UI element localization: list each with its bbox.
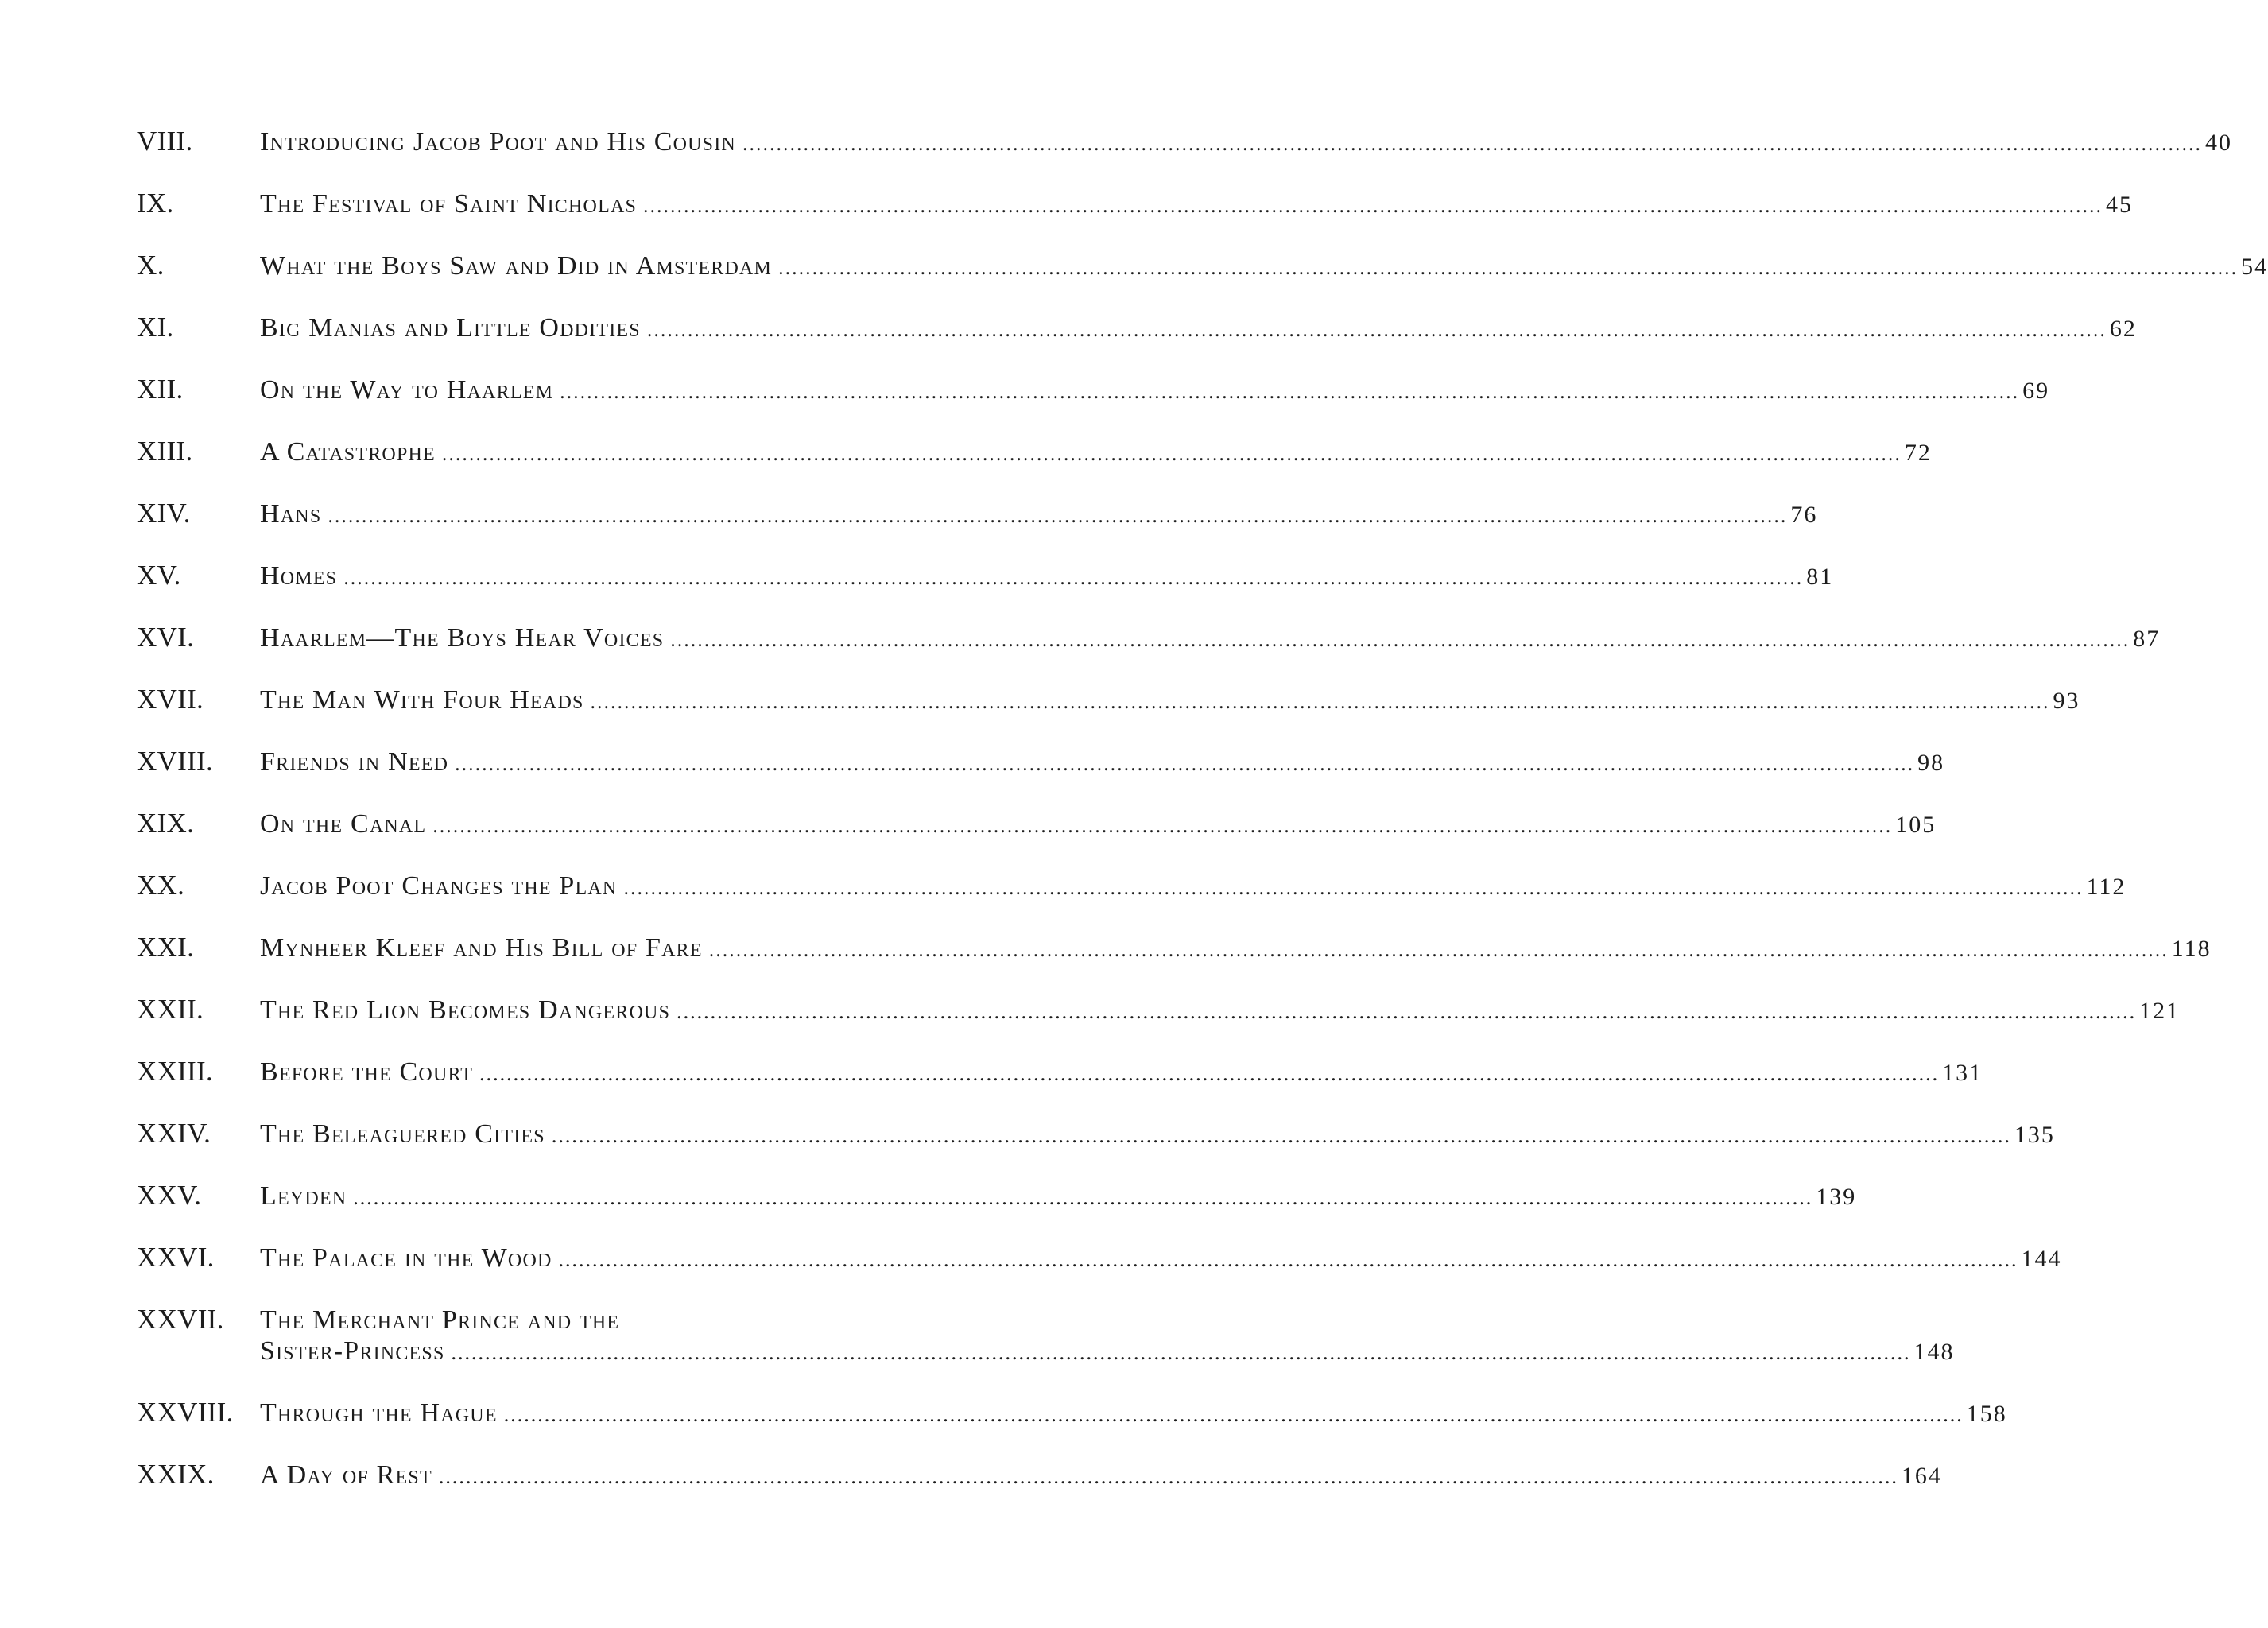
toc-entry-body <box>260 498 1817 532</box>
toc-entry-body <box>260 622 2160 656</box>
chapter-number: X. <box>137 250 165 281</box>
page-number: 112 <box>2086 874 2126 900</box>
chapter-number: XIII. <box>137 436 193 467</box>
dot-leader <box>709 934 2169 966</box>
page-number: 40 <box>2204 130 2232 156</box>
toc-entry-xx <box>137 870 2126 932</box>
dot-leader <box>479 1058 1939 1090</box>
toc-line <box>260 746 1944 780</box>
toc-entry-body <box>260 746 1944 780</box>
chapter-title: Jacob Poot Changes the Plan <box>260 871 618 901</box>
chapter-title: The Palace in the Wood <box>260 1243 552 1273</box>
chapter-title: Introducing Jacob Poot and His Cousin <box>260 127 736 157</box>
toc-line <box>260 684 2080 718</box>
toc-entry-body <box>260 374 2049 408</box>
dot-leader <box>742 128 2202 160</box>
chapter-number: XVIII. <box>137 746 214 777</box>
toc-entry-body <box>260 1397 2007 1431</box>
toc-entry-xi <box>137 312 2137 374</box>
page-number: 98 <box>1917 750 1945 776</box>
toc-entry-xii <box>137 374 2050 436</box>
toc-line <box>260 1459 1942 1493</box>
toc-entry-xxvii <box>137 1304 1955 1397</box>
page-number: 69 <box>2022 378 2050 404</box>
toc-entry-xvi <box>137 622 2161 684</box>
dot-leader <box>552 1120 2011 1152</box>
dot-leader <box>560 376 2019 408</box>
chapter-number: XVII. <box>137 684 204 715</box>
toc-entry-xix <box>137 808 1937 870</box>
dot-leader <box>778 252 2238 284</box>
toc-line <box>260 250 2268 284</box>
toc-line <box>260 808 1936 842</box>
dot-leader <box>439 1461 1898 1493</box>
toc-line <box>260 188 2133 222</box>
chapter-title: What the Boys Saw and Did in Amsterdam <box>260 251 773 281</box>
toc-entry-body <box>260 560 1833 594</box>
toc-entry-body <box>260 126 2232 160</box>
chapter-title: On the Canal <box>260 809 427 839</box>
dot-leader <box>353 1182 1812 1214</box>
page-number: 164 <box>1901 1463 1942 1489</box>
dot-leader <box>623 872 2083 904</box>
chapter-number: VIII. <box>137 126 193 157</box>
toc-entry-xxv <box>137 1180 1857 1242</box>
toc-entry-xxiv <box>137 1118 2055 1180</box>
toc-entry-xxix <box>137 1459 1942 1521</box>
chapter-title: Big Manias and Little Oddities <box>260 313 641 343</box>
chapter-number: IX. <box>137 188 174 219</box>
toc-entry-body <box>260 1118 2055 1152</box>
toc-line-continued <box>260 1335 1955 1369</box>
toc-line <box>260 1180 1856 1214</box>
toc-entry-viii <box>137 126 2232 188</box>
chapter-title: Through the Hague <box>260 1398 498 1428</box>
chapter-number: XI. <box>137 312 174 343</box>
toc-entry-xxiii <box>137 1056 1983 1118</box>
chapter-number: XXII. <box>137 994 204 1025</box>
toc-line <box>260 1056 1983 1090</box>
dot-leader <box>643 190 2103 222</box>
page-number: 54 <box>2241 254 2268 280</box>
page-number: 76 <box>1790 502 1818 528</box>
toc-entry-xxvi <box>137 1242 2062 1304</box>
toc-line <box>260 994 2180 1028</box>
toc-entry-xxviii <box>137 1397 2007 1459</box>
page-number: 158 <box>1966 1401 2007 1427</box>
page-number: 105 <box>1895 812 1937 838</box>
toc-line <box>260 126 2232 160</box>
toc-entry-xiii <box>137 436 1932 498</box>
dot-leader <box>328 500 1787 532</box>
toc-entry-body <box>260 870 2126 904</box>
toc-line <box>260 870 2126 904</box>
chapter-title: The Merchant Prince and the <box>260 1305 620 1335</box>
chapter-number: XXV. <box>137 1180 202 1211</box>
toc-line <box>260 622 2160 656</box>
toc-line <box>260 312 2137 346</box>
toc-line <box>260 1304 1955 1336</box>
chapter-title: Homes <box>260 561 338 591</box>
chapter-number: XIX. <box>137 808 195 839</box>
toc-entry-xv <box>137 560 1834 622</box>
chapter-title: A Day of Rest <box>260 1460 432 1490</box>
toc-line <box>260 436 1932 470</box>
dot-leader <box>591 686 2050 718</box>
chapter-title: On the Way to Haarlem <box>260 375 554 405</box>
toc-entry-body <box>260 188 2133 222</box>
toc-entry-xvii <box>137 684 2080 746</box>
chapter-title: Friends in Need <box>260 747 449 777</box>
toc-line <box>260 1397 2007 1431</box>
chapter-title: The Beleaguered Cities <box>260 1119 545 1149</box>
toc-entry-body <box>260 312 2137 346</box>
page-number: 135 <box>2014 1122 2055 1148</box>
dot-leader <box>647 314 2107 346</box>
chapter-number: XXIV. <box>137 1118 211 1149</box>
chapter-title: Mynheer Kleef and His Bill of Fare <box>260 933 703 963</box>
page-number: 93 <box>2053 688 2080 714</box>
chapter-number: XIV. <box>137 498 191 529</box>
dot-leader <box>343 562 1803 594</box>
toc-entry-body <box>260 808 1936 842</box>
dot-leader <box>559 1244 2018 1276</box>
toc-line <box>260 498 1817 532</box>
chapter-number: XXIX. <box>137 1459 215 1490</box>
toc-entry-body <box>260 932 2212 966</box>
page-number: 81 <box>1806 564 1834 590</box>
page-number: 139 <box>1816 1184 1857 1210</box>
toc-entry-body <box>260 1056 1983 1090</box>
dot-leader <box>455 748 1914 780</box>
chapter-number: XXI. <box>137 932 195 963</box>
page-number: 144 <box>2021 1246 2062 1272</box>
toc-entry-body <box>260 1304 1955 1369</box>
toc-line <box>260 1118 2055 1152</box>
toc-entry-xviii <box>137 746 1945 808</box>
toc-entry-x <box>137 250 2268 312</box>
page-number: 62 <box>2109 316 2137 342</box>
chapter-number: XXVI. <box>137 1242 215 1273</box>
page-number: 118 <box>2171 936 2212 962</box>
toc-entry-xxi <box>137 932 2212 994</box>
chapter-title: Leyden <box>260 1181 347 1211</box>
toc-entry-body <box>260 684 2080 718</box>
chapter-title-continued: Sister-Princess <box>260 1336 445 1366</box>
table-of-contents <box>137 126 2268 1521</box>
chapter-title: A Catastrophe <box>260 437 436 467</box>
chapter-number: XII. <box>137 374 184 405</box>
chapter-title: Haarlem—The Boys Hear Voices <box>260 623 665 653</box>
chapter-number: XXVIII. <box>137 1397 234 1428</box>
toc-entry-body <box>260 1242 2062 1276</box>
page-number: 72 <box>1904 440 1932 466</box>
page-number: 131 <box>1942 1060 1983 1086</box>
page-number: 121 <box>2139 998 2181 1024</box>
toc-entry-body <box>260 1180 1856 1214</box>
chapter-number: XXVII. <box>137 1304 224 1335</box>
toc-line <box>260 932 2212 966</box>
chapter-title: The Man With Four Heads <box>260 685 584 715</box>
chapter-title: Before the Court <box>260 1057 474 1087</box>
chapter-number: XV. <box>137 560 181 591</box>
toc-line <box>260 560 1833 594</box>
dot-leader <box>442 438 1902 470</box>
dot-leader <box>670 624 2130 656</box>
toc-entry-body <box>260 994 2180 1028</box>
page-number: 45 <box>2106 192 2134 218</box>
page-number: 148 <box>1913 1339 1955 1365</box>
dot-leader <box>504 1399 1964 1431</box>
dot-leader <box>452 1337 1911 1369</box>
toc-entry-body <box>260 250 2268 284</box>
toc-entry-body <box>260 436 1932 470</box>
page-number: 87 <box>2133 626 2161 652</box>
dot-leader <box>432 810 1892 842</box>
chapter-number: XX. <box>137 870 185 901</box>
chapter-title: The Festival of Saint Nicholas <box>260 189 638 219</box>
toc-line <box>260 1242 2062 1276</box>
chapter-number: XVI. <box>137 622 195 653</box>
chapter-number: XXIII. <box>137 1056 214 1087</box>
toc-entry-body <box>260 1459 1942 1493</box>
toc-entry-xxii <box>137 994 2181 1056</box>
chapter-title: The Red Lion Becomes Dangerous <box>260 995 671 1025</box>
toc-entry-ix <box>137 188 2134 250</box>
toc-line <box>260 374 2049 408</box>
dot-leader <box>677 996 2136 1028</box>
chapter-title: Hans <box>260 499 322 529</box>
toc-entry-xiv <box>137 498 1818 560</box>
